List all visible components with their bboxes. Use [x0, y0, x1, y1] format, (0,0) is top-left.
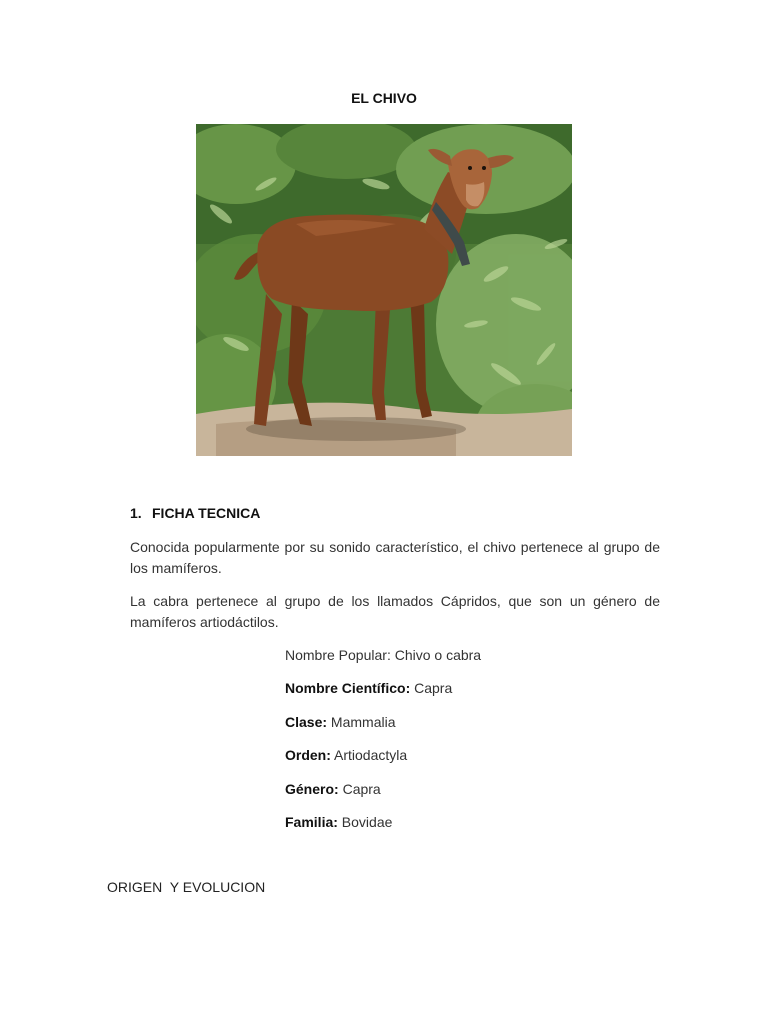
fact-nombre-cientifico	[285, 678, 665, 711]
section-heading-text: FICHA TECNICA	[152, 505, 261, 521]
fact-key: Nombre Científico:	[285, 680, 411, 697]
fact-value: Mammalia	[327, 713, 396, 730]
fact-clase	[285, 712, 665, 745]
fact-key: Género:	[285, 780, 339, 797]
fact-value: Artiodactyla	[330, 747, 408, 764]
fact-key: Familia:	[285, 813, 338, 830]
paragraph-capridos: La cabra pertenece al grupo de los llamados Cápridos, que son un género de mamíferos artiodáctilos.	[130, 593, 660, 630]
document-title: EL CHIVO	[351, 90, 417, 106]
section-number: 1.	[130, 505, 142, 521]
fact-value: Capra	[338, 780, 381, 797]
fact-key: Clase:	[285, 713, 328, 730]
fact-value: Capra	[410, 680, 453, 697]
fact-value: Nombre Popular: Chivo o cabra	[285, 647, 482, 663]
fact-genero	[285, 779, 665, 812]
fact-nombre-popular	[285, 645, 665, 678]
section-heading-ficha-tecnica	[130, 505, 260, 521]
section-heading-origen: ORIGEN Y EVOLUCION	[107, 879, 266, 895]
fact-orden	[285, 745, 665, 778]
taxonomy-list	[285, 645, 665, 845]
goat-illustration	[196, 124, 572, 456]
fact-key: Orden:	[285, 747, 331, 764]
paragraph-intro: Conocida popularmente por su sonido característico, el chivo pertenece al grupo de los mamíferos.	[130, 539, 660, 576]
fact-familia	[285, 812, 665, 845]
goat-photo	[196, 124, 572, 456]
fact-value: Bovidae	[337, 813, 393, 830]
